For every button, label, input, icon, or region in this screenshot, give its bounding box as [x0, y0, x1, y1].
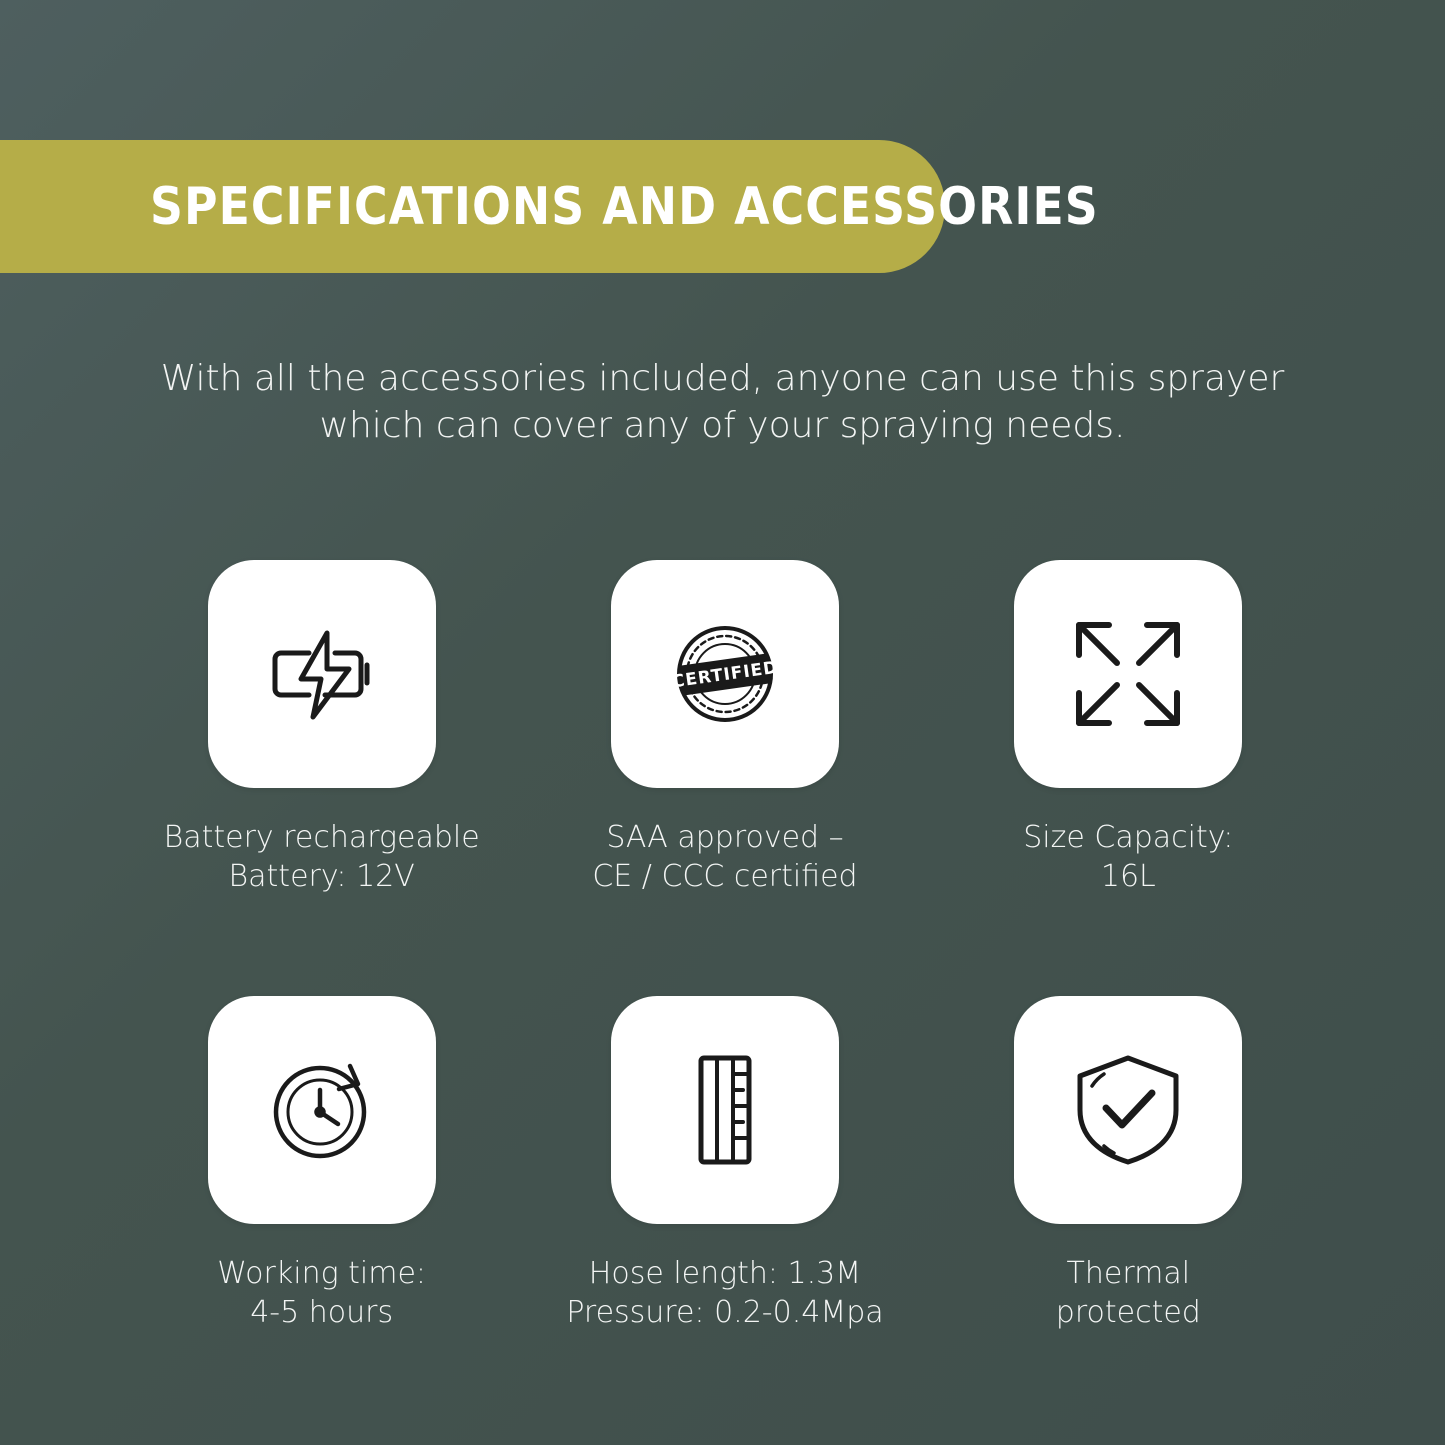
icon-tile: [1014, 996, 1242, 1224]
battery-charging-icon: [257, 609, 387, 739]
feature-caption-line-2: 4-5 hours: [250, 1295, 394, 1330]
feature-caption: [1056, 1254, 1201, 1332]
feature-caption-line-1: Working time:: [217, 1256, 427, 1291]
feature-caption-line-2: protected: [1055, 1295, 1201, 1330]
feature-item-size-capacity: [927, 560, 1330, 896]
intro-line-2: which can cover any of your spraying needs.: [319, 405, 1126, 446]
icon-tile: [611, 560, 839, 788]
feature-item-working-time: [120, 996, 523, 1332]
feature-caption-line-2: CE / CCC certified: [592, 859, 858, 894]
feature-item-thermal-protection: [927, 996, 1330, 1332]
feature-item-battery: [120, 560, 523, 896]
ruler-icon: [665, 1046, 785, 1174]
intro-line-1: With all the accessories included, anyone can use this sprayer: [160, 358, 1285, 399]
icon-tile: [611, 996, 839, 1224]
clock-refresh-icon: [258, 1046, 386, 1174]
feature-caption-line-1: Size Capacity:: [1023, 820, 1234, 855]
feature-caption-line-1: Thermal: [1066, 1256, 1191, 1291]
shield-check-icon: [1064, 1046, 1192, 1174]
feature-caption: [217, 1254, 426, 1332]
certified-stamp-icon: [660, 609, 790, 739]
feature-caption: [164, 818, 480, 896]
feature-caption-line-2: Battery: 12V: [228, 859, 415, 894]
feature-caption-line-1: Battery rechargeable: [163, 820, 480, 855]
page-title: SPECIFICATIONS AND ACCESSORIES: [150, 176, 1099, 237]
feature-caption-line-2: Pressure: 0.2-0.4Mpa: [566, 1295, 884, 1330]
feature-item-hose-pressure: [523, 996, 926, 1332]
header-banner: [0, 140, 1099, 273]
intro-paragraph: [0, 355, 1445, 449]
feature-caption-line-1: Hose length: 1.3M: [588, 1256, 862, 1291]
feature-grid: [120, 560, 1330, 1332]
feature-caption-line-2: 16L: [1100, 859, 1156, 894]
feature-caption: [592, 818, 857, 896]
feature-caption: [1023, 818, 1233, 896]
svg-text:CERTIFIED: CERTIFIED: [670, 657, 780, 693]
icon-tile: [1014, 560, 1242, 788]
icon-tile: [208, 560, 436, 788]
feature-caption-line-1: SAA approved –: [606, 820, 844, 855]
feature-caption: [566, 1254, 883, 1332]
feature-item-certification: [523, 560, 926, 896]
icon-tile: [208, 996, 436, 1224]
expand-arrows-icon: [1065, 611, 1191, 737]
